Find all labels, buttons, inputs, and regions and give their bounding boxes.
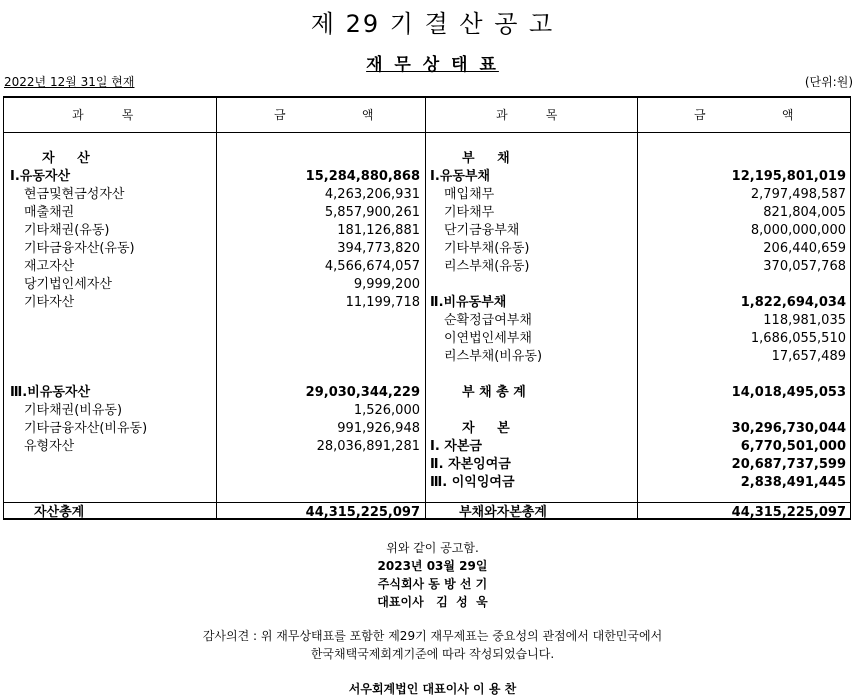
- auditor-name: 서우회계법인 대표이사 이 용 찬: [348, 682, 517, 696]
- liability-row-label: Ⅲ. 이익잉여금: [430, 475, 515, 490]
- asset-row-amount: 4,566,674,057: [324, 259, 420, 274]
- asset-row-amount: 5,857,900,261: [324, 205, 420, 220]
- asset-row-amount: 394,773,820: [337, 241, 420, 256]
- liability-row-amount: [640, 150, 846, 167]
- liability-row-amount: 6,770,501,000: [740, 439, 846, 454]
- column-divider: [637, 98, 638, 518]
- liability-row-amount: 206,440,659: [763, 241, 846, 256]
- liability-row-label: 자 본: [462, 421, 510, 436]
- asset-row-amount: 28,036,891,281: [316, 439, 420, 454]
- asset-row-amount: 15,284,880,868: [305, 169, 420, 184]
- audit-opinion-line1: 감사의견 : 위 재무상태표를 포함한 제29기 재무제표는 중요성의 관점에서 대한민국에서: [202, 629, 663, 643]
- liability-row-amount: 14,018,495,053: [731, 385, 846, 400]
- as-of-date: 2022년 12월 31일 현재: [4, 75, 135, 89]
- total-assets-label: 자산총계: [34, 505, 85, 520]
- liability-row-amount: 118,981,035: [763, 313, 846, 328]
- asset-row-label: 기타금융자산(비유동): [24, 421, 148, 436]
- asset-row-amount: [218, 366, 420, 383]
- liability-row-amount: [640, 366, 846, 383]
- page-title: 제 29 기 결 산 공 고: [310, 10, 555, 38]
- announcement-text: 위와 같이 공고함.: [386, 541, 479, 555]
- asset-row-label: 자 산: [42, 151, 90, 166]
- liability-row-amount: 8,000,000,000: [750, 223, 846, 238]
- header-amount-left: 금 액: [274, 108, 374, 122]
- header-amount-right: 금 액: [694, 108, 794, 122]
- asset-row-label: 기타채권(비유동): [24, 403, 123, 418]
- asset-row-label: 재고자산: [24, 259, 75, 274]
- header-divider: [4, 132, 850, 133]
- asset-row-label: 유형자산: [24, 439, 75, 454]
- liability-row-label: 순확정급여부채: [444, 313, 532, 328]
- asset-row-amount: 1,526,000: [353, 403, 420, 418]
- total-liabilities-equity-label: 부채와자본총계: [459, 505, 547, 520]
- liability-row-amount: 20,687,737,599: [731, 457, 846, 472]
- liability-row-amount: 2,797,498,587: [750, 187, 846, 202]
- asset-row-amount: [218, 150, 420, 167]
- liability-row-amount: 1,686,055,510: [750, 331, 846, 346]
- ceo-name: 대표이사 김 성 욱: [377, 595, 488, 609]
- total-assets-amount: 44,315,225,097: [305, 505, 420, 520]
- asset-row-amount: 29,030,344,229: [305, 385, 420, 400]
- liability-row-label: 이연법인세부채: [444, 331, 532, 346]
- liability-row-amount: 30,296,730,044: [731, 421, 846, 436]
- liability-row-label: 리스부채(비유동): [444, 349, 543, 364]
- liability-row-amount: 17,657,489: [771, 349, 846, 364]
- liability-row-label: 기타부채(유동): [444, 241, 530, 256]
- statement-title: 재 무 상 태 표: [366, 55, 499, 75]
- asset-row-label: 기타채권(유동): [24, 223, 110, 238]
- asset-row-label: Ⅲ.비유동자산: [10, 385, 91, 400]
- asset-row-label: 현금및현금성자산: [24, 187, 125, 202]
- total-divider: [4, 502, 850, 503]
- total-liabilities-equity-amount: 44,315,225,097: [731, 505, 846, 520]
- liability-row-label: 단기금융부채: [444, 223, 520, 238]
- liability-row-label: Ⅰ.유동부채: [430, 169, 491, 184]
- asset-row-amount: 181,126,881: [337, 223, 420, 238]
- asset-row-amount: [218, 312, 420, 329]
- liability-row-label: Ⅰ. 자본금: [430, 439, 482, 454]
- column-divider: [425, 98, 426, 518]
- asset-row-label: 기타자산: [24, 295, 75, 310]
- asset-row-amount: 9,999,200: [353, 277, 420, 292]
- asset-row-label: Ⅰ.유동자산: [10, 169, 71, 184]
- liability-row-label: 리스부채(유동): [444, 259, 530, 274]
- liability-row-label: 기타채무: [444, 205, 495, 220]
- liability-row-amount: [640, 402, 846, 419]
- liability-row-label: Ⅱ.비유동부채: [430, 295, 507, 310]
- liability-row-amount: 2,838,491,445: [740, 475, 846, 490]
- liability-row-label: 부 채 총 계: [462, 385, 526, 400]
- liability-row-amount: [640, 276, 846, 293]
- audit-opinion-line2: 한국채택국제회계기준에 따라 작성되었습니다.: [310, 647, 555, 661]
- liability-row-label: 매입채무: [444, 187, 495, 202]
- asset-row-label: 매출채권: [24, 205, 75, 220]
- company-name: 주식회사 동 방 선 기: [377, 577, 488, 591]
- header-item-left: 과 목: [72, 108, 134, 122]
- asset-row-amount: 991,926,948: [337, 421, 420, 436]
- asset-row-amount: 4,263,206,931: [324, 187, 420, 202]
- asset-row-amount: 11,199,718: [345, 295, 420, 310]
- liability-row-amount: 821,804,005: [763, 205, 846, 220]
- asset-row-label: 당기법인세자산: [24, 277, 112, 292]
- balance-sheet-table: [3, 96, 851, 520]
- header-item-right: 과 목: [496, 108, 558, 122]
- asset-row-amount: [218, 330, 420, 347]
- column-divider: [216, 98, 217, 518]
- liability-row-amount: 370,057,768: [763, 259, 846, 274]
- unit-label: (단위:원): [804, 75, 853, 89]
- liability-row-amount: 12,195,801,019: [731, 169, 846, 184]
- asset-row-amount: [218, 348, 420, 365]
- asset-row-label: 기타금융자산(유동): [24, 241, 135, 256]
- liability-row-label: 부 채: [462, 151, 510, 166]
- announcement-date: 2023년 03월 29일: [377, 559, 488, 573]
- liability-row-label: Ⅱ. 자본잉여금: [430, 457, 511, 472]
- liability-row-amount: 1,822,694,034: [740, 295, 846, 310]
